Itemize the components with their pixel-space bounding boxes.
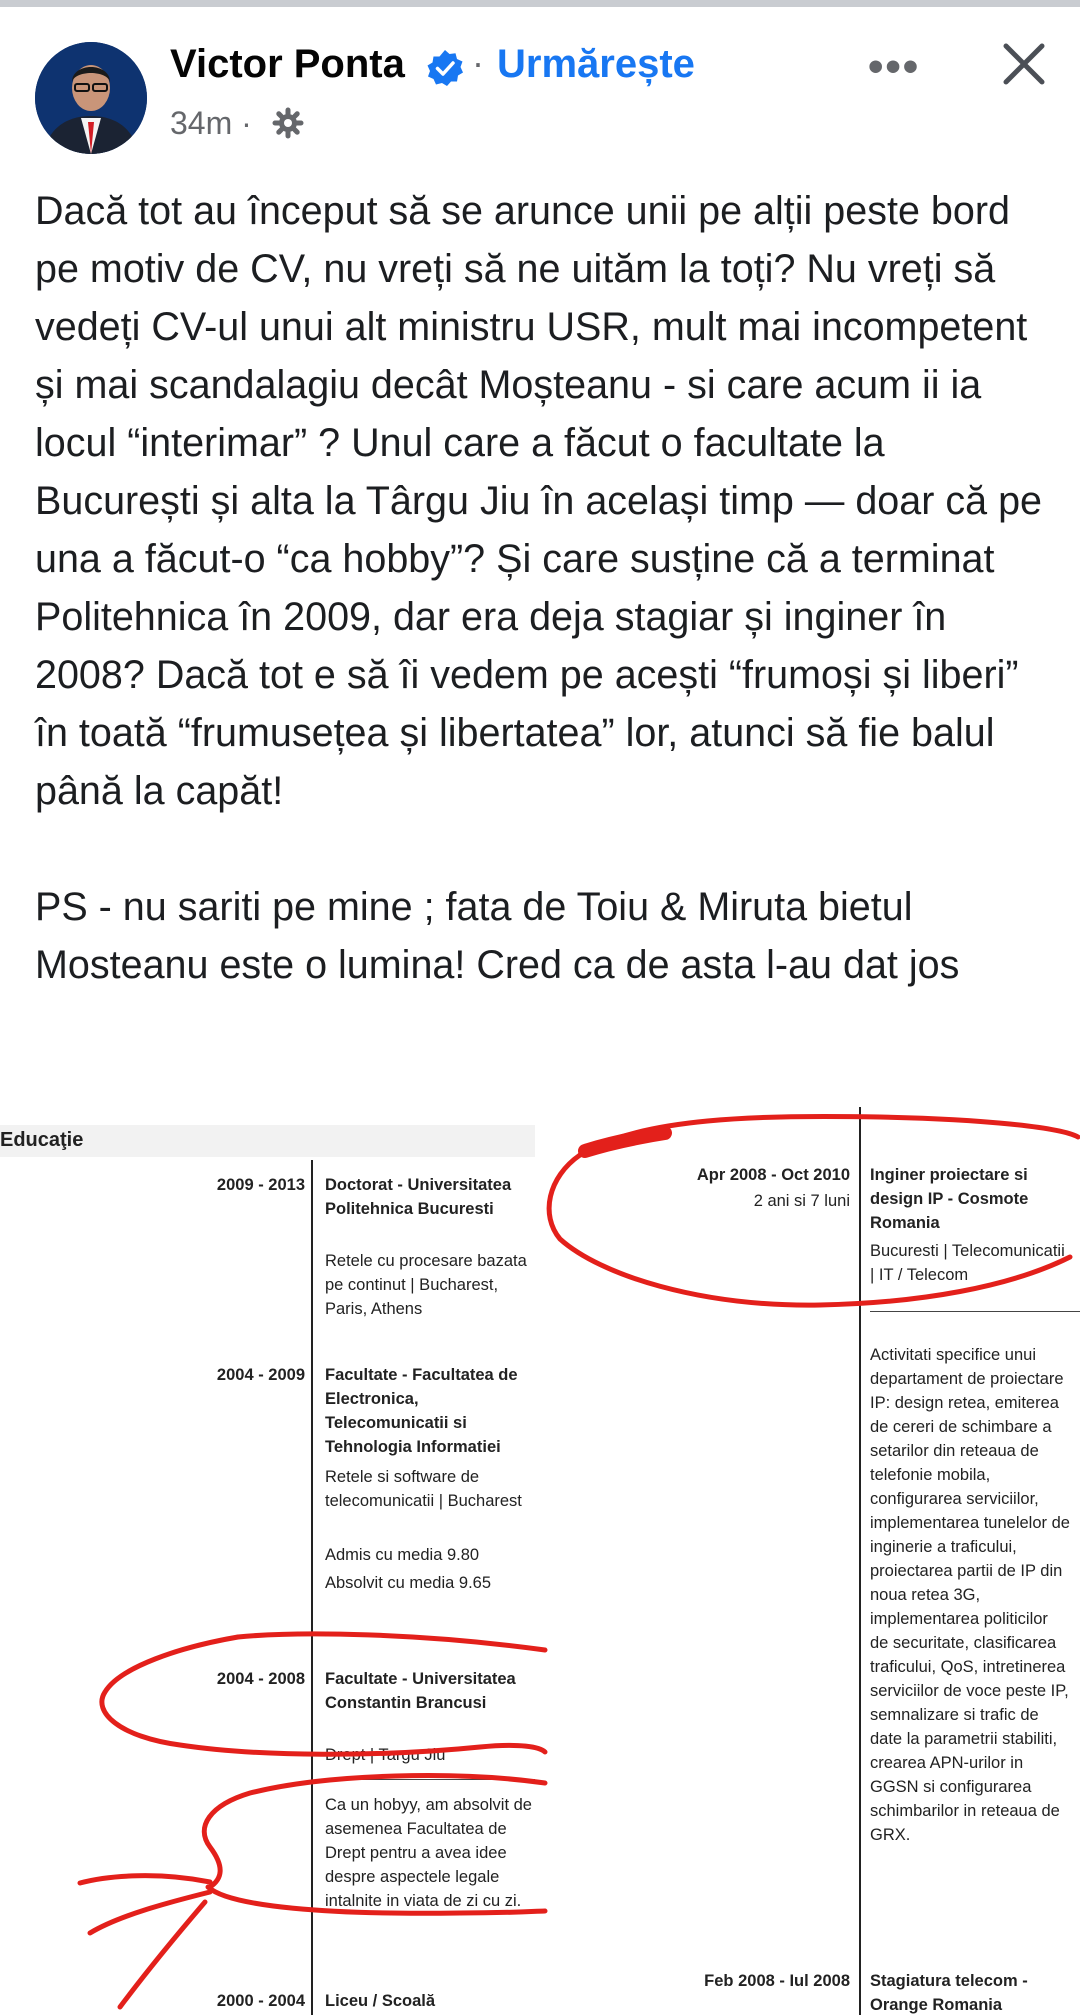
post-paragraph: Dacă tot au început să se arunce unii pe alții peste bord pe motiv de CV, nu vreți să ne uităm la toți? Nu vreți să vedeți CV-ul unui alt ministru USR, mult mai incompetent și mai scandalagiu decât Moșteanu - si care acum ii ia locul “interimar” ? Unul care a făcut o facultate la București și alta la Târgu Jiu în același timp — doar că pe una a făcut-o “ca hobby”? Și care susține că a terminat Politehnica în 2009, dar era deja stagiar și inginer în 2008? Dacă tot e să îi vedem pe acești “frumoși și liberi” în toată “frumusețea și libertatea” lor, atunci să fie balul până la capăt! bbox=[35, 189, 1042, 813]
education-title-item: Doctorat - Universitatea Politehnica Bucuresti bbox=[325, 1176, 512, 1218]
post-time bbox=[170, 105, 252, 142]
verified-badge-icon bbox=[425, 48, 465, 88]
education-title-item: Facultate - Universitatea Constantin Brancusi bbox=[325, 1670, 516, 1712]
separator-dot: · bbox=[241, 105, 252, 141]
education-title: Educaţie bbox=[0, 1129, 84, 1151]
author-name[interactable]: Victor Ponta bbox=[170, 42, 405, 86]
experience-period: Feb 2008 - Iul 2008 bbox=[704, 1972, 850, 1990]
separator-dot: · bbox=[472, 42, 484, 83]
education-years: 2000 - 2004 bbox=[216, 1992, 305, 2010]
education-title-item: Facultate - Facultatea de Electronica, Telecomunicatii si Tehnologia Informatiei bbox=[325, 1366, 518, 1456]
gear-icon bbox=[272, 107, 304, 139]
experience-duration: 2 ani si 7 luni bbox=[753, 1192, 850, 1210]
experience-description: Activitati specifice unui departament de proiectare IP: design retea, emiterea de cereri de schimbare a setarilor din reteaua de telefonie mobila, configurarea serviciilor, implementarea tunelelor de inginerie a traficului, proiectarea partii de IP din noua retea 3G, implementarea politicilor de securitate, clasificarea traficului, QoS, intretinerea serviciilor de voce peste IP, semnalizare si trafic de date la parametrii stabiliti, crearea APN-urilor in GGSN si configurarea schimbarilor in reteaua de GRX. bbox=[870, 1346, 1070, 1844]
education-note: Absolvit cu media 9.65 bbox=[325, 1574, 492, 1592]
cv-screenshot-image[interactable] bbox=[0, 1107, 1080, 2015]
education-years: 2004 - 2008 bbox=[216, 1670, 305, 1688]
education-detail: Retele si software de telecomunicatii | Bucharest bbox=[325, 1468, 522, 1510]
education-detail: Drept | Targu Jiu bbox=[325, 1746, 446, 1764]
education-years: 2004 - 2009 bbox=[216, 1366, 305, 1384]
education-years: 2009 - 2013 bbox=[216, 1176, 305, 1194]
experience-title: Stagiatura telecom - Orange Romania bbox=[870, 1972, 1028, 2014]
post-paragraph: PS - nu sariti pe mine ; fata de Toiu & Miruta bietul Mosteanu este o lumina! Cred ca de asta l-au dat jos bbox=[35, 885, 960, 987]
post-text bbox=[35, 182, 1055, 994]
avatar[interactable] bbox=[35, 42, 147, 154]
top-divider bbox=[0, 0, 1080, 7]
education-detail: Retele cu procesare bazata pe continut | Bucharest, Paris, Athens bbox=[325, 1252, 527, 1318]
follow-button[interactable]: Urmărește bbox=[497, 42, 695, 86]
paragraph-spacer bbox=[35, 820, 1055, 878]
red-ink-annotations bbox=[0, 1107, 1080, 2015]
education-note: Admis cu media 9.80 bbox=[325, 1546, 480, 1564]
more-options-icon[interactable]: ••• bbox=[868, 42, 921, 91]
post-header bbox=[0, 30, 1080, 160]
education-title-item: Liceu / Scoală bbox=[325, 1992, 436, 2010]
experience-period: Apr 2008 - Oct 2010 bbox=[696, 1166, 850, 1184]
close-icon[interactable] bbox=[996, 36, 1052, 92]
experience-detail: Bucuresti | Telecomunicatii | IT / Telecom bbox=[870, 1242, 1065, 1284]
education-note: Ca un hobyy, am absolvit de asemenea Facultatea de Drept pentru a avea idee despre aspectele legale intalnite in viata de zi cu zi. bbox=[325, 1796, 532, 1910]
experience-title: Inginer proiectare si design IP - Cosmote Romania bbox=[870, 1166, 1029, 1232]
profile-photo bbox=[35, 42, 147, 154]
timestamp: 34m bbox=[170, 105, 233, 141]
